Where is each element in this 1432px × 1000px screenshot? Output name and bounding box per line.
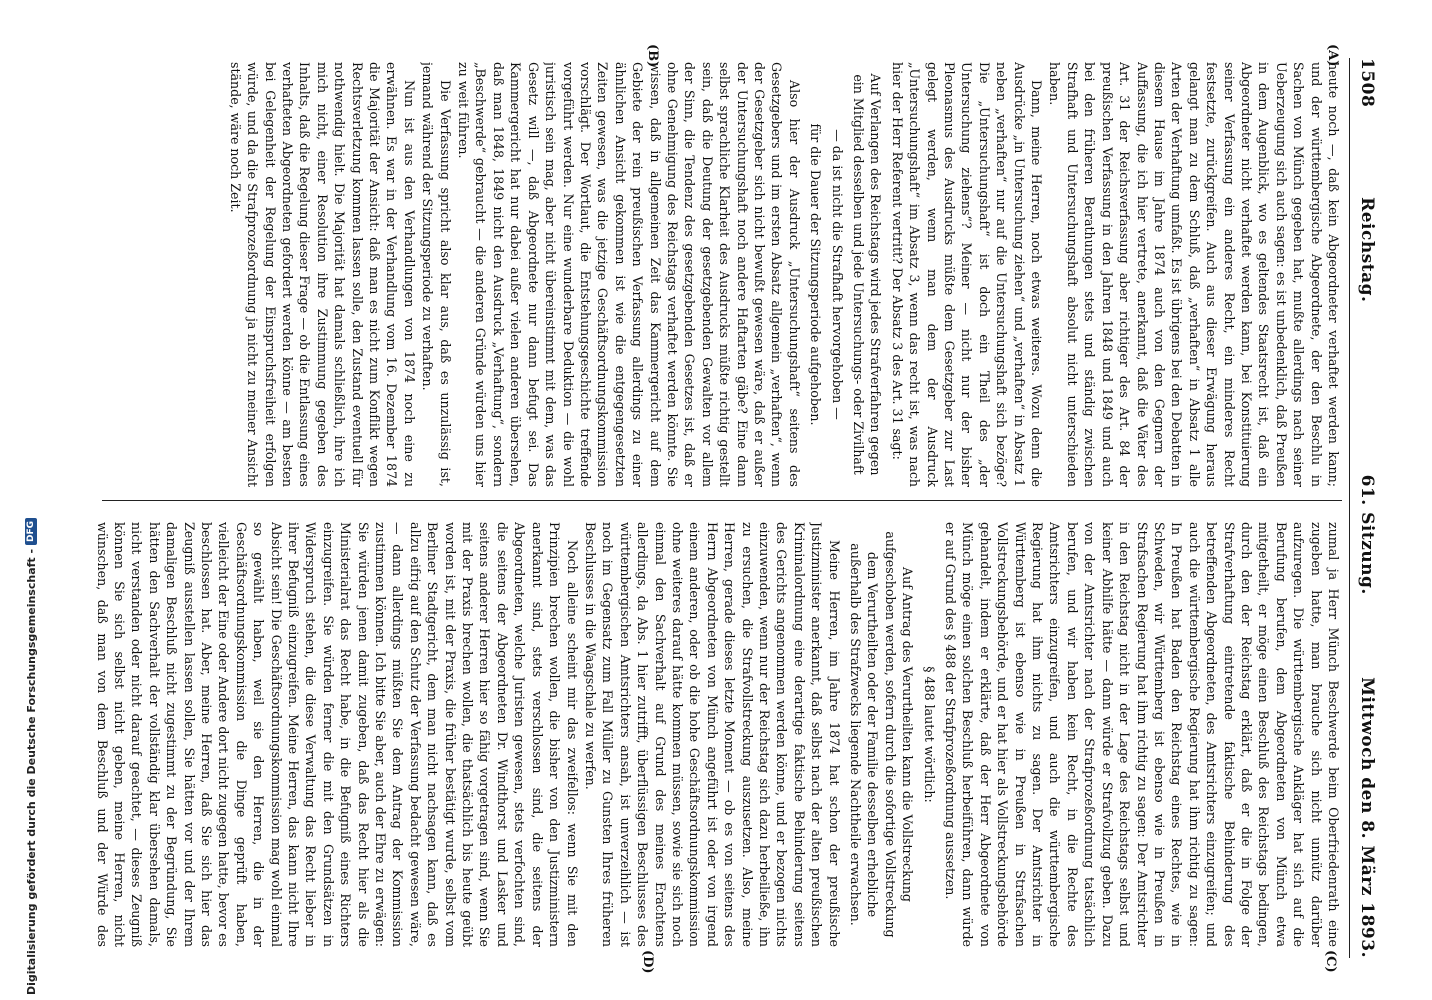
- paragraph: Meine Herren, im Jahre 1874 hat schon der preußische Justizminister anerkannt, daß selbst nach der alten preußischen Kriminalordnung eine derartige faktische Behinderung seitens des Gerichts angenommen werden könne, und er bezogen nichts einzuwenden, wenn nur der Reichstag sich dazu herbeiließe, ihn zu ersuchen, die Strafvollstreckung auszusetzen. Also, meine Herren, gerade dieses letzte Moment — ob es von seitens des Herrn Abgeordneten von Münch angeführt ist oder von irgend einem anderen, oder ob die hohe Geschäftsordnungskommission ohne weiteres darauf hätte kommen müssen, sowie sie sich noch einmal den Sachverhalt auf Grund des meines Erachtens allerdings, da Abs. 1 hier zutrifft, überflüssigen Beschlusses des württembergischen Amtsrichters ansah, ist unverzeihlich — ist noch im Gegensatz zum Fall Müller zu Gunsten Ihres früheren Beschlusses in die Waagschale zu werfen.: [582, 522, 842, 947]
- paragraph: Noch alleine scheint mir das zweifellos: wenn Sie mit den Prinzipien brechen wollen, die bisher von den Justizministern anerkannt sind, stets verschlossen sind, die seitens der Abgeordneten, welche Juristen gewesen, stets verfochten sind, die seitens der Abgeordneten Dr. Windthorst und Lasker und seitens anderer Herren hier so fähig vorgetragen sind, wenn Sie mit der Praxis brechen wollen, die thatsächlich bis heute geübt worden ist, mit der Praxis, die früher bestätigt wurde, selbst vom Berliner Stadtgericht, dem man nicht nachsagen kann, daß es allzu eifrig auf den Schutz der Verfassung bedacht gewesen wäre, — dann allerdings müßten Sie dem Antrag der Kommission zustimmen können. Ich bitte Sie aber, auch der Ehre zu erwägen: Sie würden jenen damit zugeben, daß das Recht hier als die Ministerialrat das Recht habe, in die Befugniß eines Richters einzugreifen. Sie würden ferner die mit den Grundsätzen in Widerspruch stehen, die diese Verwaltung das Recht lieber in ihrer Befugniß einzugreifen. Meine Herren, das kann nicht Ihre Absicht sein! Die Geschäftsordnungskommission mag wohl einmal so gewählt haben, weil sie den Herren, die in der Geschäftsordnungskommission die Dinge geprüft haben, vielleicht der Eine oder Andere dort nicht zugegen hatte, bevor es beschlossen hat. Aber, meine Herren, daß Sie sich hier das Zeugniß ausstellen lassen sollen, Sie hätten vor und der Ihrem damaligen Beschluß nicht zugestimmt zu der Begründung, Sie hätten den Sachverhalt der vollständig klar übersehen damals, nicht verstanden oder nicht darauf geachtet, — dieses Zeugniß können Sie sich selbst nicht geben, meine Herren, nicht wünschen, daß man von dem Beschluß und der Würde des: [94, 522, 580, 947]
- header-rule: [1349, 58, 1350, 958]
- right-column: [92, 522, 1342, 947]
- quoted-law: für die Dauer der Sitzungsperiode aufgehoben.: [808, 123, 824, 426]
- credit-text: Digitalisierung gefördert durch die Deutsche Forschungsgemeinschaft -: [24, 548, 38, 995]
- paragraph: Also hier der Ausdruck „Untersuchungshaft“ seitens des Gesetzgebers und im ersten Absatz allgemein „verhaften“, wenn der Gesetzgeber sich nicht bewußt gewesen wäre, daß er außer der Untersuchungshaft noch andere Haftarten gäbe? Eine dann selbst sprachliche Klarheit des Ausdrucks müßte richtig gestellt sein, daß die Deutung der gesetzgebenden Gewalten vor allem der Sinn, die Tendenz des gesetzgebenden Gesetzes ist, daß er ohne Genehmigung des Reichstags verhaftet werden könnte. Sie wissen, daß in allgemeinen Zeit das Kammergericht auf dem Gebiete der rein preußischen Verfassung allerdings zu einer ähnlichen Ansicht gekommen ist wie die entgegengesetzten Zeiten gewesen, was die jetzige Geschäftsordnungskommission vorschlägt. Der Wortlaut, die Entstehungsgeschichte treffende vorgeführt werden. Nur eine wunderbare Deduktion — die wohl juristisch sein mag, aber nicht übereinstimmt mit dem, was das Gesetz will —, daß Abgeordnete nur dann befugt sei. Das Kammergericht hat nur dabei außer vielen anderen übersehen, daß man 1848, 1849 nicht den Ausdruck „Verhaftung“, sondern „Beschwerde“ gebraucht — die anderen Gründe würden uns hier zu weit führen.: [456, 62, 802, 487]
- paragraph: Dann, meine Herren, noch etwas weiteres. Wozu denn die Ausdrücke „in Untersuchung ziehen“ und „verhaften“ in Absatz 1 neben „verhaften“ nur auf die Untersuchungshaft sich bezöge? Die „Untersuchungshaft“ ist doch ein Theil des „der Untersuchung ziehens“? Meiner — nicht nur der bisher Pleonasmus des Ausdrucks müßte dem Gesetzgeber zur Last gelegt werden, wenn man dem der Ausdruck „Untersuchungshaft“ im Absatz 3, wenn das recht ist, was nach hier der Herr Referent vertritt? Der Absatz 3 des Art. 31 sagt:: [889, 62, 1045, 487]
- margin-marker-d: (D): [640, 950, 655, 974]
- header-date: Mittwoch den 8. März 1893.: [1357, 677, 1377, 958]
- page-number: 1508: [1357, 58, 1377, 108]
- paragraph: Nun ist aus den Verhandlungen von 1874 noch eine zu erwähnen. Es war in der Verhandlung vom 16. Dezember 1874 die Majorität der Ansicht: daß man es nicht zum Konflikt wegen Rechtsverletzung kommen lassen solle, den Zustand eventuell für nothwendig hielt. Die Majorität hat damals schließlich, ihre ich mich nicht, einer Resolution ihre Zustimmung gegeben des Inhalts, daß die Regelung dieser Frage — ob die Entlassung eines verhafteten Abgeordneten gefordert werden könne — am besten bei Gelegenheit der Regelung der Einspruchsfreiheit erfolgen würde, und da die Strafprozeßordnung ja nicht zu meiner Ansicht stände, wäre noch Zeit.: [227, 62, 417, 487]
- statute-reference: § 488 lautet wörtlich:: [921, 666, 937, 803]
- dfg-logo: DFG: [25, 518, 37, 545]
- quoted-law: Auf Verlangen des Reichstags wird jedes Strafverfahren gegen ein Mitglied desselben und jede Untersuchungs- oder Zivilhaft: [851, 73, 884, 476]
- digitization-credit: [22, 5, 40, 995]
- margin-marker-c: (C): [1323, 950, 1338, 973]
- paragraph: Die Verfassung spricht also klar aus, daß es unzulässig ist, jemand während der Sitzungsperiode zu verhaften.: [420, 62, 453, 487]
- left-column: [92, 62, 1342, 487]
- column-divider: [102, 500, 1342, 501]
- document-page: [80, 0, 1390, 1000]
- margin-marker-a: (A): [1325, 44, 1340, 67]
- paragraph: zumal ja Herr Münch Beschwerde beim Oberfriedenrath eine zugeben hatte, man brauche sich nicht unnütz darüber aufzuregen. Die württembergische Ankläger hat sich auf die Berufung berufen, dem Abgeordneten von Münch etwa mitgetheilt, er möge einen Beschluß des Reichstags bedingen, durch den der Reichstag erklärt, daß er die in Folge der Strafverhaftung eintretende faktische Behinderung des betreffenden Abgeordneten, des Amtsrichters einzugreifen; und auch die württembergische Regierung hat ihm richtig zu sagen: In Preußen hat Baden den Reichstag eines Rechtes, wie in Schweden, wir Württemberg ist ebenso wie in Preußen in Strafsachen Regierung hat ihm richtig zu sagen: Der Amtsrichter in den Reichstag nicht in der Lage des Reichstags selbst und keiner Abhilfe hätte — dann würde er Strafvollzug geben. Dazu von der Amtsrichter nach der Strafprozeßordnung tatsächlich berufen, und wir haben kein Recht, in die Rechte des Amtsrichters einzugreifen, und auch die württembergische Regierung hat ihm nichts zu sagen. Der Amtsrichter in Württemberg ist ebenso wie in Preußen in Strafsachen Vollstreckungsbehörde, und er hat hier als Vollstreckungsbehörde gehandelt, indem er erklärte, daß der Herr Abgeordnete von Münch möge einen solchen Beschluß herbeiführen, dann würde er auf Grund des § 488 der Strafprozeßordnung aussetzen.: [943, 522, 1341, 947]
- header-institution: Reichstag.: [1357, 197, 1377, 303]
- margin-marker-b: (B): [645, 44, 660, 68]
- running-header: [1352, 58, 1382, 958]
- header-session: 61. Sitzung.: [1357, 474, 1377, 595]
- quoted-law: Auf Antrag des Verurtheilten kann die Vollstreckung aufgeschoben werden, sofern durch die sofortige Vollstreckung dem Verurtheilten oder der Familie desselben erhebliche außerhalb des Strafzwecks liegende Nachtheile erwachsen.: [848, 531, 916, 938]
- paragraph: heute noch —, daß kein Abgeordneter verhaftet werden kann; und der württembergische Abgeordnete, der den Beschlu in Sachen von Münch gegeben hat, mußte allerdings nach seiner Ueberzeugung sich auch sagen: es ist unbedenklich, daß Preußen in dem Augenblick, wo es geltendes Staatsrecht ist, daß ein Abgeordneter nicht verhaftet werden kann, bei Konstituierung seiner Verfassung ein anderes Recht, ein minderes Recht festsetzte, zurückgreifen. Auch aus dieser Erwägung heraus gelangt man zu dem Schluß, daß „verhaften“ in Absatz 1 alle Arten der Verhaftung umfaßt. Es ist übrigens bei den Debatten in diesem Hause im Jahre 1874 auch von den Gegnern der Auffassung, die ich hier vertrete, anerkannt, daß die Väter des Art. 31 der Reichsverfassung aber richtiger des Art. 84 der preußischen Verfassung in den Jahren 1848 und 1849 und auch bei den früheren Berathungen stets und ständig zwischen Strafhaft und Untersuchungshaft absolut nicht unterschieden haben.: [1047, 62, 1341, 487]
- interjection: — da ist nicht die Strafhaft hervorgehoben —: [829, 129, 845, 420]
